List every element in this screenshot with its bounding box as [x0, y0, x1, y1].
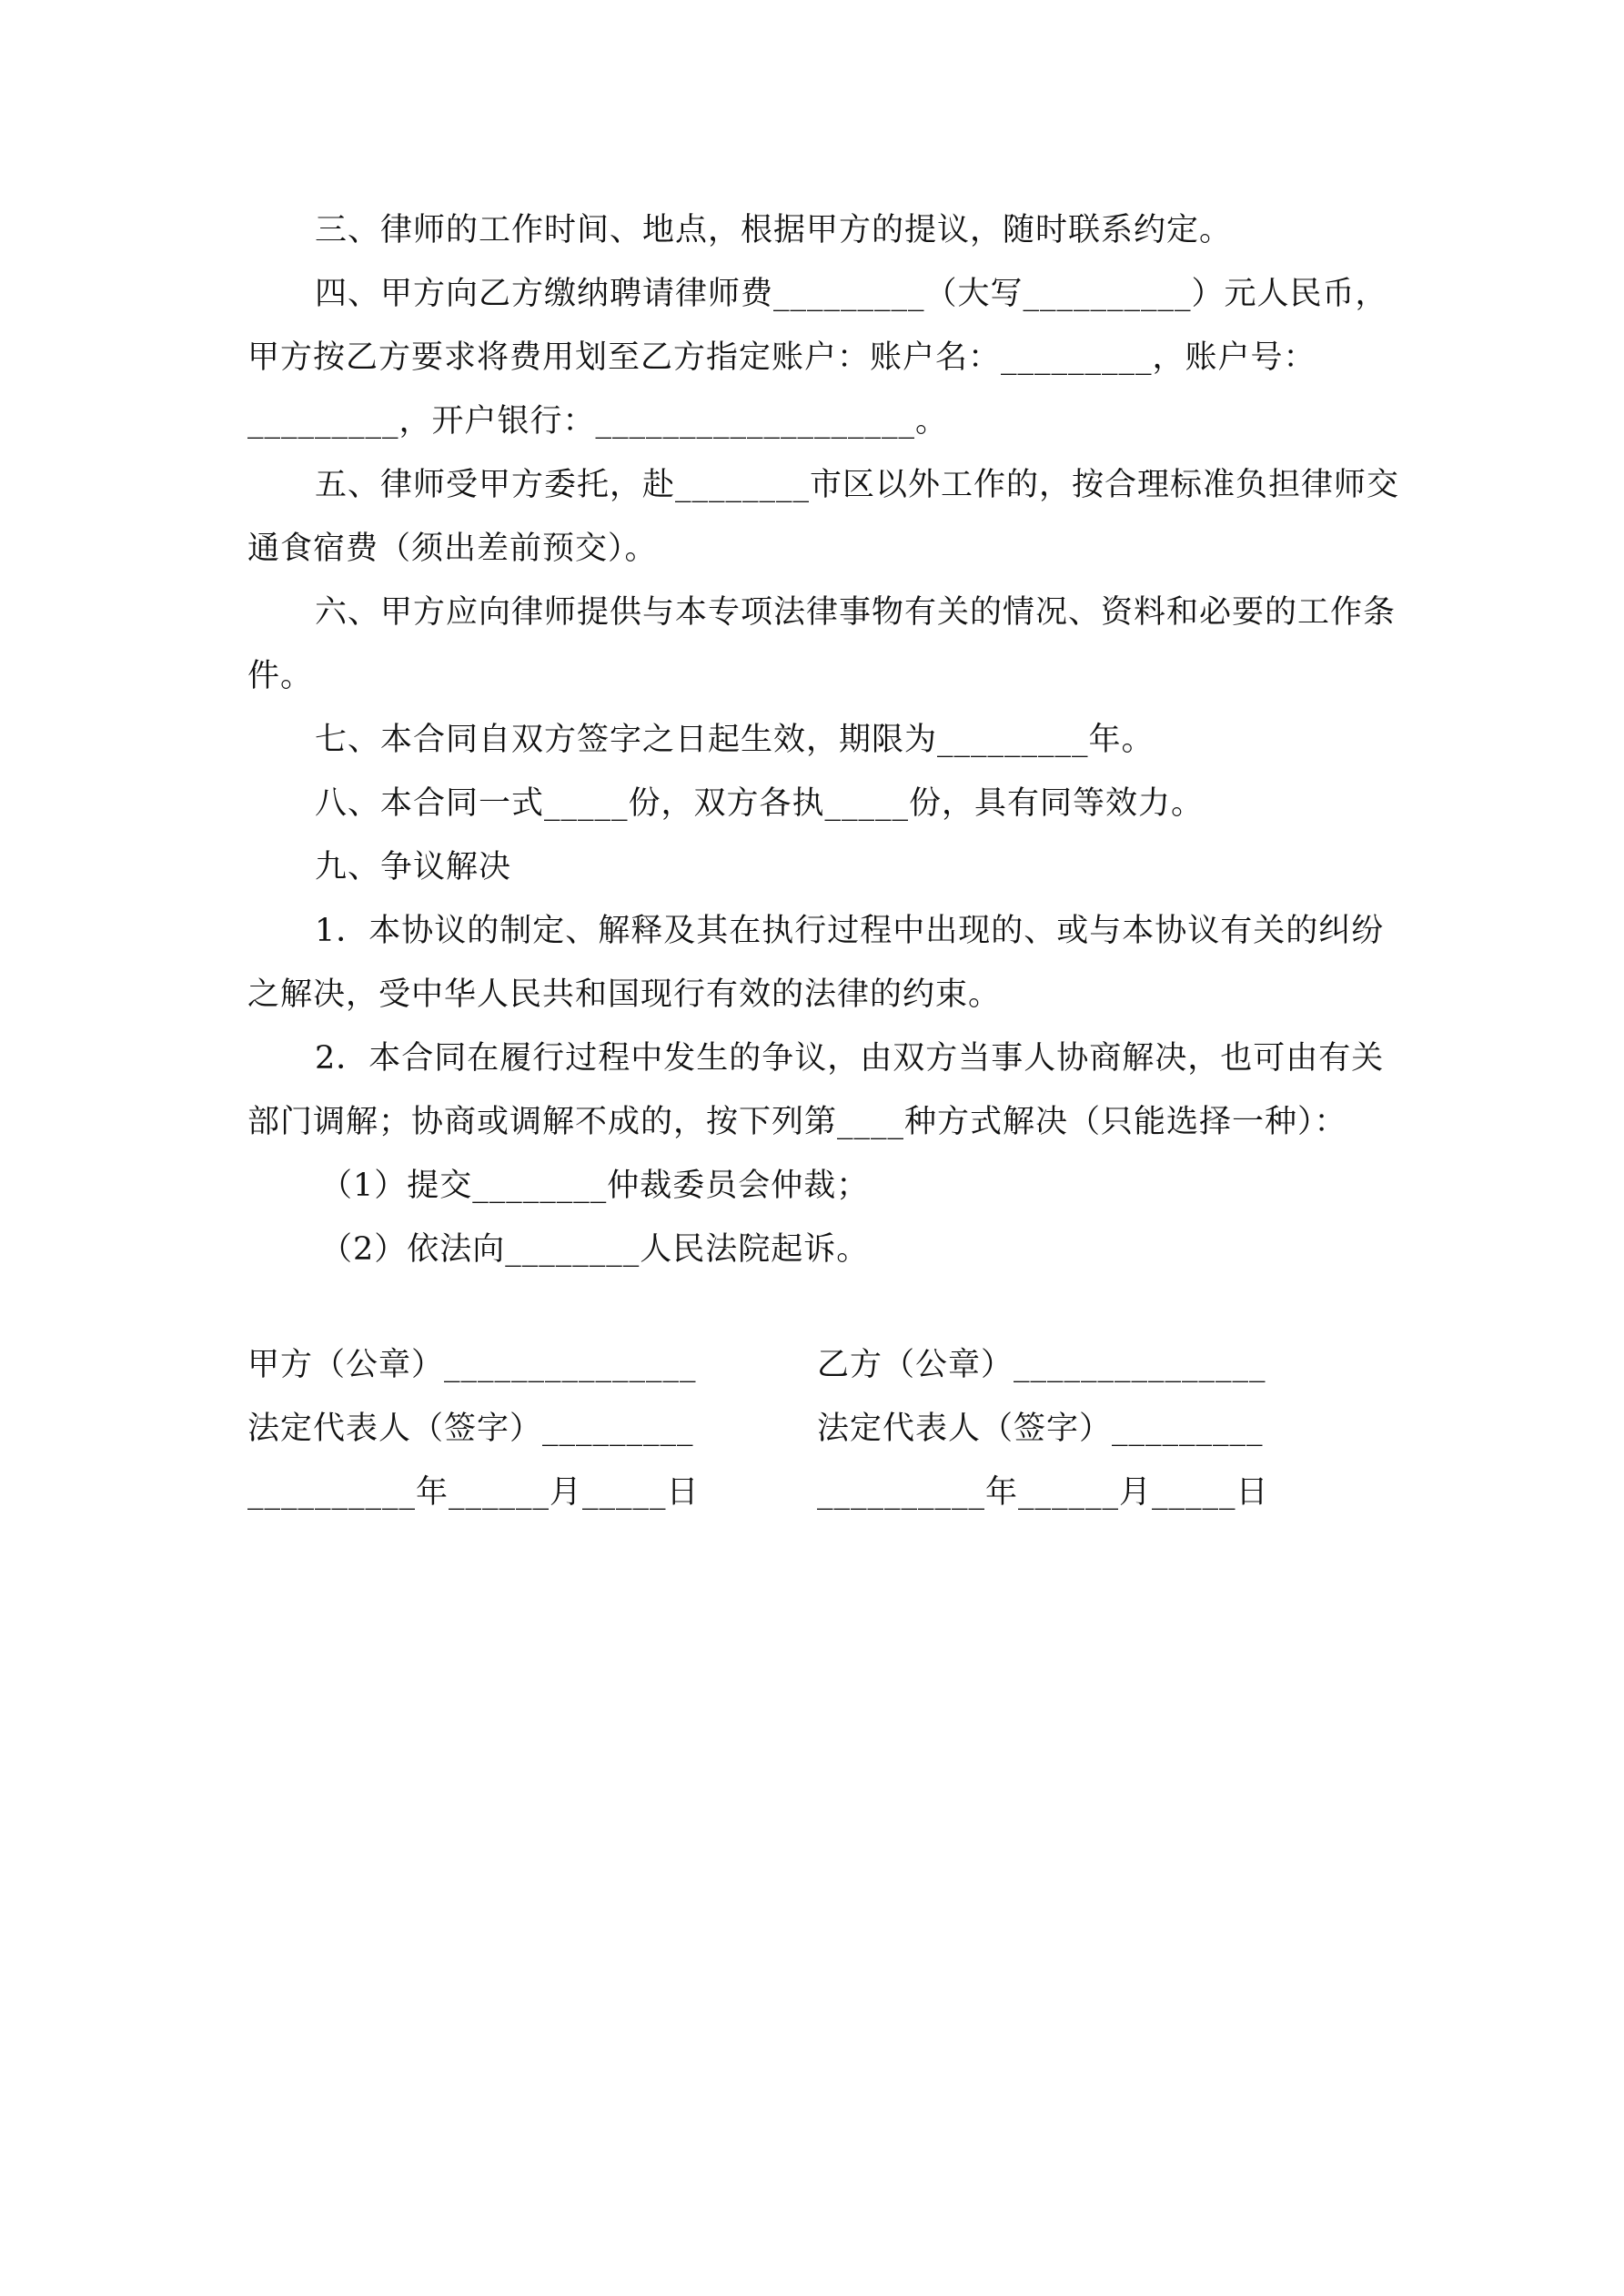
option-2-text: （2）依法向________人民法院起诉。 — [320, 1231, 870, 1268]
clause-9-2-option-2 — [247, 1218, 1396, 1281]
clause-4 — [247, 262, 1396, 453]
clause-8-text: 八、本合同一式_____份，双方各执_____份，具有同等效力。 — [315, 785, 1205, 822]
party-b-date: __________年______月_____日 — [817, 1474, 1269, 1511]
clause-4-line-1: 四、甲方向乙方缴纳聘请律师费_________（大写__________）元人民币， — [315, 276, 1388, 312]
clause-9-1-line-1: 1．本协议的制定、解释及其在执行过程中出现的、或与本协议有关的纠纷 — [315, 913, 1385, 949]
clause-5-line-1: 五、律师受甲方委托，赴________市区以外工作的，按合理标准负担律师交 — [315, 467, 1400, 503]
clause-9-1 — [247, 899, 1396, 1027]
clause-9-2-line-1: 2．本合同在履行过程中发生的争议，由双方当事人协商解决，也可由有关 — [315, 1040, 1385, 1077]
clause-3 — [247, 198, 1396, 262]
clause-5 — [247, 453, 1400, 581]
clause-9-title — [247, 835, 1396, 899]
clause-9-2 — [247, 1027, 1396, 1154]
clause-7 — [247, 708, 1396, 772]
clause-6 — [247, 581, 1396, 708]
clause-4-line-3: _________，开户银行：___________________。 — [247, 403, 949, 440]
clause-6-line-2: 件。 — [247, 658, 314, 694]
clause-9-title-text: 九、争议解决 — [315, 849, 512, 885]
clause-6-line-1: 六、甲方应向律师提供与本专项法律事物有关的情况、资料和必要的工作条 — [315, 594, 1397, 631]
clause-8 — [247, 772, 1396, 835]
clause-9-2-line-2: 部门调解；协商或调解不成的，按下列第____种方式解决（只能选择一种）： — [247, 1104, 1347, 1140]
option-1-text: （1）提交________仲裁委员会仲裁； — [320, 1168, 870, 1204]
party-a-representative: 法定代表人（签字）_________ — [247, 1411, 694, 1447]
clause-4-line-2: 甲方按乙方要求将费用划至乙方指定账户：账户名：_________，账户号： — [247, 339, 1316, 376]
clause-9-1-line-2: 之解决，受中华人民共和国现行有效的法律的约束。 — [247, 976, 1002, 1013]
clause-3-text: 三、律师的工作时间、地点，根据甲方的提议，随时联系约定。 — [315, 212, 1233, 248]
clause-9-2-option-1 — [247, 1154, 1396, 1218]
party-b-representative: 法定代表人（签字）_________ — [817, 1411, 1264, 1447]
clause-5-line-2: 通食宿费（须出差前预交）。 — [247, 531, 658, 567]
party-a-date: __________年______月_____日 — [247, 1474, 700, 1511]
clause-7-text: 七、本合同自双方签字之日起生效，期限为_________年。 — [315, 722, 1155, 758]
party-b-seal: 乙方（公章）_______________ — [817, 1347, 1266, 1383]
party-a-seal: 甲方（公章）_______________ — [247, 1347, 697, 1383]
